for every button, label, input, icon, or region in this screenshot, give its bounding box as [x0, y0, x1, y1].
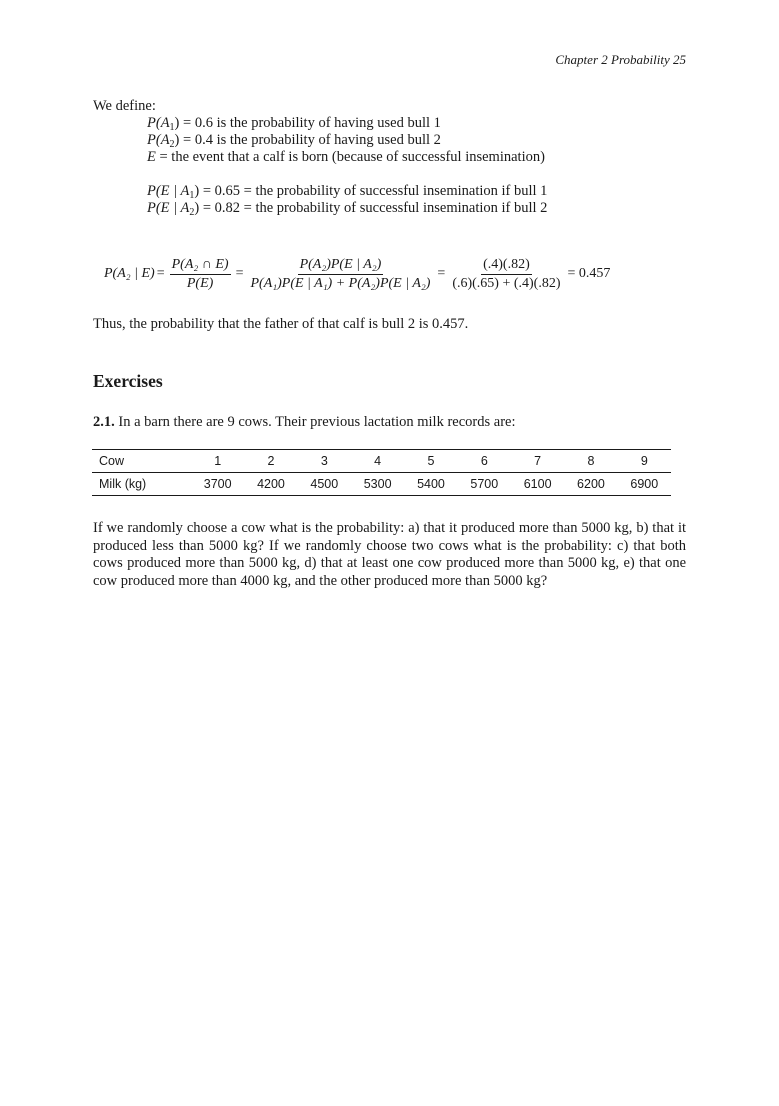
- definition-p-e-given-a1: [93, 183, 686, 200]
- definition-p-a2: [93, 132, 686, 149]
- definition-text: = 0.6 is the probability of having used bull 1: [179, 115, 441, 131]
- subscript: 2: [169, 139, 175, 150]
- symbol-close: ): [194, 183, 200, 199]
- table-cell: 4: [351, 450, 404, 473]
- fraction-denominator: (.6)(.65) + (.4)(.82): [452, 275, 561, 291]
- subscript: 1: [189, 190, 195, 201]
- equals-sign: =: [437, 266, 446, 281]
- fraction-bayes: [248, 256, 432, 293]
- definition-text: = the event that a calf is born (because of successful insemination): [155, 149, 545, 165]
- table-cell: 4500: [298, 473, 351, 496]
- equation-lhs: P(A₂ | E): [104, 266, 155, 281]
- exercise-number: 2.1.: [93, 414, 115, 430]
- definition-p-a1: [93, 115, 686, 132]
- symbol-conditional: P(E | A: [147, 183, 190, 199]
- fraction-denominator: P(E): [186, 275, 214, 291]
- table-cell: 7: [511, 450, 564, 473]
- table-row-header: Cow: [92, 450, 191, 473]
- fraction-numerator: P(A₂ ∩ E): [170, 256, 231, 275]
- table-cell: 1: [191, 450, 244, 473]
- fraction-denominator: P(A₁)P(E | A₁) + P(A₂)P(E | A₂): [250, 275, 431, 291]
- table-cell: 5700: [458, 473, 511, 496]
- milk-records-table: [92, 449, 671, 496]
- table-row: [92, 473, 671, 496]
- symbol-p: P(: [147, 115, 161, 131]
- subscript: 2: [189, 207, 195, 218]
- table-cell: 5: [404, 450, 457, 473]
- exercise-intro: [93, 414, 516, 431]
- fraction-numerator: (.4)(.82): [481, 256, 532, 275]
- definition-text: = 0.65 = the probability of successful insemination if bull 1: [199, 183, 548, 199]
- table-cell: 5300: [351, 473, 404, 496]
- table-cell: 6: [458, 450, 511, 473]
- table-cell: 6200: [564, 473, 617, 496]
- table-cell: 6900: [618, 473, 671, 496]
- equals-sign: =: [156, 266, 165, 281]
- equation-result: = 0.457: [567, 266, 611, 281]
- fraction-definition: [170, 256, 231, 293]
- conclusion-text: Thus, the probability that the father of that calf is bull 2 is 0.457.: [93, 316, 469, 332]
- exercise-question: If we randomly choose a cow what is the probability: a) that it produced more than 5000 kg, b) that it produced less than 5000 kg? If we randomly choose two cows what is the probability: c) that both cows produced more than 5000 kg, d) that at least one cow produced more than 5000 kg, e) that one cow produced more than 4000 kg, and the other produced more than 5000 kg?: [93, 520, 686, 589]
- running-head: Chapter 2 Probability 25: [555, 52, 686, 67]
- symbol-a: A: [160, 115, 170, 131]
- table-cell: 8: [564, 450, 617, 473]
- table-row-header: Milk (kg): [92, 473, 191, 496]
- definitions-intro: We define:: [93, 98, 156, 114]
- table-cell: 4200: [244, 473, 297, 496]
- symbol-p: P(: [147, 132, 161, 148]
- table-cell: 5400: [404, 473, 457, 496]
- definition-text: = 0.4 is the probability of having used bull 2: [179, 132, 441, 148]
- definition-event-e: [93, 149, 686, 166]
- section-heading: Exercises: [93, 371, 163, 391]
- symbol-a: A: [160, 132, 170, 148]
- table-cell: 6100: [511, 473, 564, 496]
- bayes-equation: [104, 253, 684, 295]
- table-cell: 3: [298, 450, 351, 473]
- table-cell: 3700: [191, 473, 244, 496]
- symbol-close: ): [194, 200, 200, 216]
- definition-text: = 0.82 = the probability of successful insemination if bull 2: [199, 200, 548, 216]
- definition-p-e-given-a2: [93, 200, 686, 217]
- symbol-close: ): [174, 132, 180, 148]
- subscript: 1: [169, 122, 175, 133]
- table-row: [92, 450, 671, 473]
- equals-sign: =: [235, 266, 244, 281]
- symbol-e: E: [147, 149, 156, 165]
- fraction-numerator: P(A₂)P(E | A₂): [298, 256, 384, 275]
- exercise-intro-text: In a barn there are 9 cows. Their previous lactation milk records are:: [114, 414, 516, 430]
- table-cell: 9: [618, 450, 671, 473]
- definitions-block: [93, 98, 686, 217]
- table-cell: 2: [244, 450, 297, 473]
- symbol-close: ): [174, 115, 180, 131]
- symbol-conditional: P(E | A: [147, 200, 190, 216]
- fraction-numeric: [450, 256, 562, 293]
